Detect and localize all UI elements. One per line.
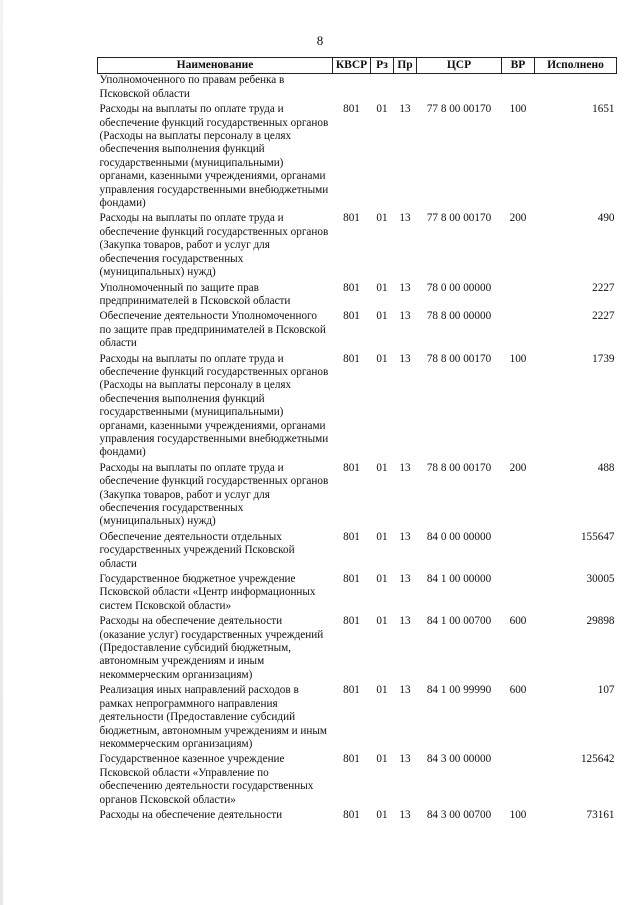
cell-vr xyxy=(502,310,535,352)
cell-vr: 600 xyxy=(509,615,527,628)
scan-edge xyxy=(0,0,3,905)
cell-pr: 13 xyxy=(399,808,411,821)
cell-vr xyxy=(502,753,535,809)
cell-vr: 100 xyxy=(509,352,527,365)
cell-pr: 13 xyxy=(399,281,411,294)
cell-rz: 01 xyxy=(376,281,388,294)
cell-rz: 01 xyxy=(376,461,388,474)
cell-executed: 107 xyxy=(597,684,615,697)
cell-rz: 01 xyxy=(376,212,388,225)
table-row xyxy=(98,103,617,212)
cell-kvsr: 801 xyxy=(343,615,360,628)
cell-pr: 13 xyxy=(399,461,411,474)
table-row xyxy=(98,573,617,615)
table-row xyxy=(98,531,617,573)
cell-executed: 488 xyxy=(597,461,615,474)
cell-executed: 73161 xyxy=(586,808,615,821)
cell-kvsr: 801 xyxy=(343,461,360,474)
cell-rz: 01 xyxy=(376,352,388,365)
column-header-name: Наименование xyxy=(98,58,333,74)
column-header-vr: ВР xyxy=(502,58,535,74)
cell-executed xyxy=(535,74,617,103)
table-row xyxy=(98,282,617,311)
cell-name: Расходы на обеспечение деятельности xyxy=(99,808,283,821)
table-header-row xyxy=(98,58,617,74)
cell-name: Расходы на выплаты по оплате труда и обеспечение функций государственных органов (Расходы на выплаты персоналу в целях обеспечения выполнения функций государственными (муниципальными) органами, казенными учреждениями, органами управления государственными внебюджетными фондами) xyxy=(99,352,329,459)
cell-name: Расходы на выплаты по оплате труда и обеспечение функций государственных органов (Расходы на выплаты персоналу в целях обеспечения выполнения функций государственными (муниципальными) органами, казенными учреждениями, органами управления государственными внебюджетными фондами) xyxy=(99,103,329,210)
cell-name: Обеспечение деятельности Уполномоченного по защите прав предпринимателей в Псковской области xyxy=(99,310,326,350)
cell-kvsr: 801 xyxy=(343,753,360,766)
cell-kvsr: 801 xyxy=(343,310,360,323)
cell-name: Расходы на выплаты по оплате труда и обеспечение функций государственных органов (Закупка товаров, работ и услуг для обеспечения государственных (муниципальных) нужд) xyxy=(99,461,329,528)
cell-csr: 78 8 00 00170 xyxy=(426,461,492,474)
cell-pr: 13 xyxy=(399,615,411,628)
cell-executed: 125642 xyxy=(580,753,615,766)
table-row xyxy=(98,753,617,809)
cell-name: Расходы на выплаты по оплате труда и обеспечение функций государственных органов (Закупка товаров, работ и услуг для обеспечения государственных (муниципальных) нужд) xyxy=(99,212,329,279)
budget-table xyxy=(97,57,617,824)
column-header-csr: ЦСР xyxy=(417,58,502,74)
cell-rz: 01 xyxy=(376,615,388,628)
cell-name: Расходы на обеспечение деятельности (оказание услуг) государственных учреждений (Предоставление субсидий бюджетным, автономным учреждениям и иным некоммерческим организациям) xyxy=(99,615,324,681)
cell-executed: 155647 xyxy=(580,530,615,543)
cell-csr: 84 1 00 99990 xyxy=(426,684,492,697)
cell-executed: 1651 xyxy=(592,103,615,116)
cell-rz: 01 xyxy=(376,573,388,586)
cell-kvsr: 801 xyxy=(343,212,360,225)
cell-executed: 2227 xyxy=(592,281,615,294)
cell-pr xyxy=(394,74,417,103)
cell-rz: 01 xyxy=(376,530,388,543)
cell-vr xyxy=(502,573,535,615)
cell-rz: 01 xyxy=(376,310,388,323)
column-header-kvsr: КВСР xyxy=(333,58,371,74)
cell-kvsr: 801 xyxy=(343,281,360,294)
cell-vr xyxy=(502,531,535,573)
page-number: 8 xyxy=(316,33,324,48)
cell-executed: 30005 xyxy=(586,573,615,586)
table-row xyxy=(98,212,617,281)
cell-kvsr: 801 xyxy=(343,684,360,697)
cell-csr: 84 1 00 00700 xyxy=(426,615,492,628)
cell-rz: 01 xyxy=(376,103,388,116)
cell-pr: 13 xyxy=(399,684,411,697)
cell-executed: 1739 xyxy=(592,352,615,365)
cell-kvsr: 801 xyxy=(343,808,360,821)
column-header-pr: Пр xyxy=(394,58,417,74)
cell-pr: 13 xyxy=(399,212,411,225)
cell-pr: 13 xyxy=(399,573,411,586)
table-row xyxy=(98,684,617,753)
table-row xyxy=(98,74,617,103)
table-row xyxy=(98,462,617,531)
cell-name: Уполномоченного по правам ребенка в Псковской области xyxy=(99,74,285,100)
cell-pr: 13 xyxy=(399,530,411,543)
cell-pr: 13 xyxy=(399,103,411,116)
table-row xyxy=(98,310,617,352)
table-row xyxy=(98,353,617,462)
cell-name: Уполномоченный по защите прав предпринимателей в Псковской области xyxy=(99,281,291,307)
cell-csr: 78 8 00 00170 xyxy=(426,352,492,365)
cell-vr: 200 xyxy=(509,461,527,474)
column-header-executed: Исполнено xyxy=(535,58,617,74)
cell-rz xyxy=(371,74,394,103)
cell-kvsr: 801 xyxy=(343,573,360,586)
table-row xyxy=(98,615,617,684)
cell-csr: 84 3 00 00700 xyxy=(426,808,492,821)
cell-pr: 13 xyxy=(399,753,411,766)
cell-csr: 84 0 00 00000 xyxy=(426,530,492,543)
cell-vr xyxy=(502,282,535,311)
cell-name: Реализация иных направлений расходов в рамках непрограммного направления деятельности (Предоставление субсидий бюджетным, автономным учреждениям и иным некоммерческим организациям) xyxy=(99,684,327,750)
cell-vr: 200 xyxy=(509,212,527,225)
cell-vr: 100 xyxy=(509,103,527,116)
cell-vr: 100 xyxy=(509,808,527,821)
cell-csr: 78 8 00 00000 xyxy=(426,310,492,323)
column-header-rz: Рз xyxy=(371,58,394,74)
cell-csr xyxy=(417,74,502,103)
cell-name: Обеспечение деятельности отдельных государственных учреждений Псковской области xyxy=(99,530,295,570)
cell-kvsr xyxy=(333,74,371,103)
cell-csr: 78 0 00 00000 xyxy=(426,281,492,294)
cell-csr: 84 3 00 00000 xyxy=(426,753,492,766)
table-row xyxy=(98,809,617,824)
cell-executed: 29898 xyxy=(586,615,615,628)
cell-name: Государственное казенное учреждение Псковской области «Управление по обеспечению деятельности государственных органов Псковской области» xyxy=(99,753,314,806)
cell-pr: 13 xyxy=(399,352,411,365)
cell-kvsr: 801 xyxy=(343,530,360,543)
cell-vr: 600 xyxy=(509,684,527,697)
cell-rz: 01 xyxy=(376,684,388,697)
cell-rz: 01 xyxy=(376,753,388,766)
cell-pr: 13 xyxy=(399,310,411,323)
cell-name: Государственное бюджетное учреждение Псковской области «Центр информационных систем Псковской области» xyxy=(99,573,316,612)
cell-executed: 2227 xyxy=(592,310,615,323)
cell-kvsr: 801 xyxy=(343,352,360,365)
cell-csr: 77 8 00 00170 xyxy=(426,212,492,225)
table-body xyxy=(98,74,617,824)
cell-rz: 01 xyxy=(376,808,388,821)
cell-csr: 77 8 00 00170 xyxy=(426,103,492,116)
cell-executed: 490 xyxy=(597,212,615,225)
cell-csr: 84 1 00 00000 xyxy=(426,573,492,586)
cell-kvsr: 801 xyxy=(343,103,360,116)
cell-vr xyxy=(502,74,535,103)
